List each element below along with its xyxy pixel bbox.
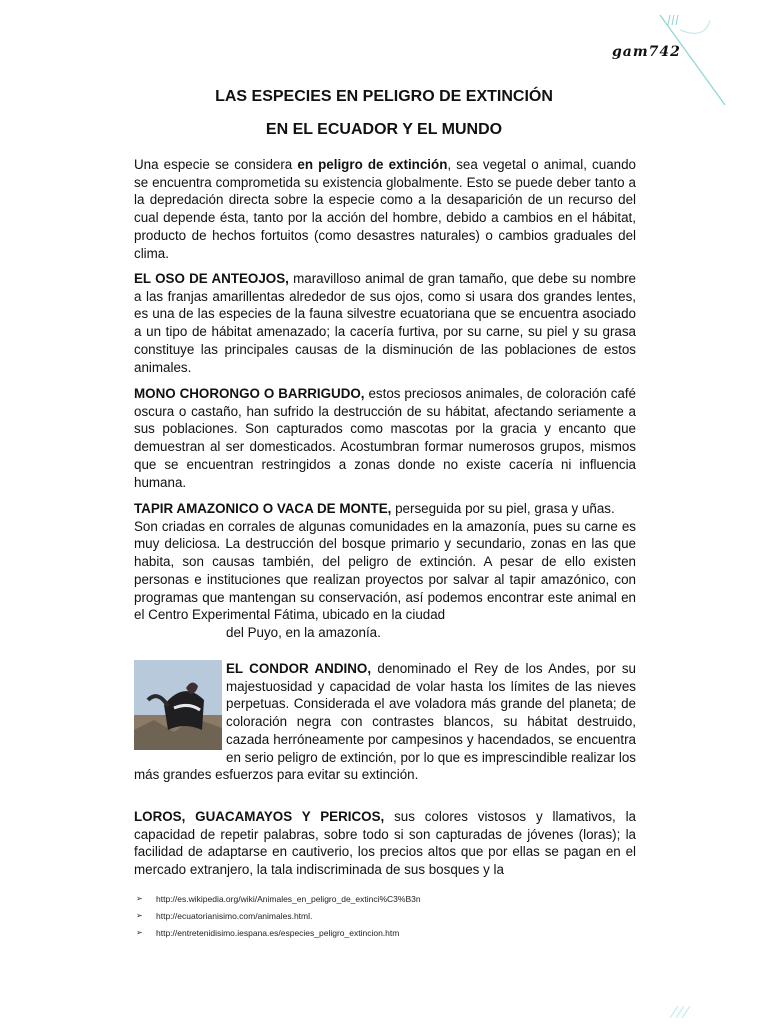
intro-paragraph: Una especie se considera en peligro de extinción, sea vegetal o animal, cuando se encuentra comprometida su existencia globalmente. Esto se puede deber tanto a la depredación directa sobre la especie como a la desaparición de un recurso del cual depende ésta, tanto por la acción del hombre, debido a cambios en el hábitat, producto de hechos fortuitos (como desastres naturales) o cambios graduales del clima.: [134, 157, 636, 261]
footnote-item: [136, 907, 656, 924]
arrow-bullet-icon: ➢: [136, 911, 143, 920]
loros-paragraph: LOROS, GUACAMAYOS Y PERICOS, sus colores vistosos y llamativos, la capacidad de repetir palabras, sobre todo si son capturadas de jóvenes (loras); la facilidad de adaptarse en cautiverio, los precios altos que por ellas se pagan en el mercado extranjero, la tala indiscriminada de sus bosques y la: [134, 809, 636, 878]
footnote-link[interactable]: http://es.wikipedia.org/wiki/Animales_en_peligro_de_extinci%C3%B3n: [156, 893, 421, 904]
watermark: gam742: [612, 44, 681, 60]
tapir-paragraph: TAPIR AMAZONICO O VACA DE MONTE, perseguida por su piel, grasa y uñas. Son criadas en corrales de algunas comunidades en la amazonía, pues su carne es muy deliciosa. La destrucción del bosque primario y secundario, zonas en las que habita, son causas también, del peligro de extinción. A pesar de ello existen personas e instituciones que realizan proyectos por salvar al tapir amazónico, con programas que mantengan su conservación, así podemos encontrar este animal en el Centro Experimental Fátima, ubicado en la ciudad del Puyo, en la amazonía.: [134, 501, 636, 640]
footnote-link[interactable]: http://ecuatorianisimo.com/animales.html.: [156, 910, 313, 921]
tapir-heading: TAPIR AMAZONICO O VACA DE MONTE,: [134, 501, 392, 516]
footnote-item: [136, 924, 656, 941]
mono-heading: MONO CHORONGO O BARRIGUDO,: [134, 386, 365, 401]
intro-bold-term: en peligro de extinción: [297, 157, 448, 172]
condor-image: [134, 660, 222, 750]
condor-heading: EL CONDOR ANDINO,: [226, 661, 372, 676]
mono-paragraph: MONO CHORONGO O BARRIGUDO, estos preciosos animales, de coloración café oscura o castaño, han sufrido la destrucción de su hábitat, afectando seriamente a sus poblaciones. Son capturados como mascotas por la gracia y encanto que demuestran al ser domesticados. Acostumbran formar numerosos grupos, mismos que se encuentran restringidos a zonas donde no existe cacería ni influencia humana.: [134, 386, 637, 490]
condor-paragraph: EL CONDOR ANDINO, denominado el Rey de los Andes, por su majestuosidad y capacidad de volar hasta los límites de las nieves perpetuas. Considerada el ave voladora más grande del planeta; de coloración negra con contrastes blancos, su hábitat destruido, cazada herróneamente por campesinos y hacendados, se encuentra en serio peligro de extinción, por lo que es imprescindible realizar los más grandes esfuerzos para evitar su extinción.: [134, 661, 636, 783]
footnote-link[interactable]: http://entretenidisimo.iespana.es/especies_peligro_extincion.htm: [156, 927, 400, 938]
loros-heading: LOROS, GUACAMAYOS Y PERICOS,: [134, 809, 385, 824]
footnote-item: [136, 890, 656, 907]
oso-paragraph: EL OSO DE ANTEOJOS, maravilloso animal de gran tamaño, que debe su nombre a las franjas amarillentas alrededor de sus ojos, como si usara dos grandes lentes, es una de las especies de la fauna silvestre ecuatoriana que se encuentra asociado a un tipo de hábitat amenazado; la cacería furtiva, por su carne, su piel y su grasa constituye las principales causas de la disminución de las poblaciones de estos animales.: [134, 271, 636, 375]
footnotes: [136, 890, 656, 941]
bottom-decoration-icon: [650, 988, 760, 1024]
oso-heading: EL OSO DE ANTEOJOS,: [134, 271, 289, 286]
page-title: LAS ESPECIES EN PELIGRO DE EXTINCIÓN: [215, 88, 553, 105]
arrow-bullet-icon: ➢: [136, 894, 143, 903]
arrow-bullet-icon: ➢: [136, 928, 143, 937]
page-subtitle: EN EL ECUADOR Y EL MUNDO: [265, 121, 503, 138]
